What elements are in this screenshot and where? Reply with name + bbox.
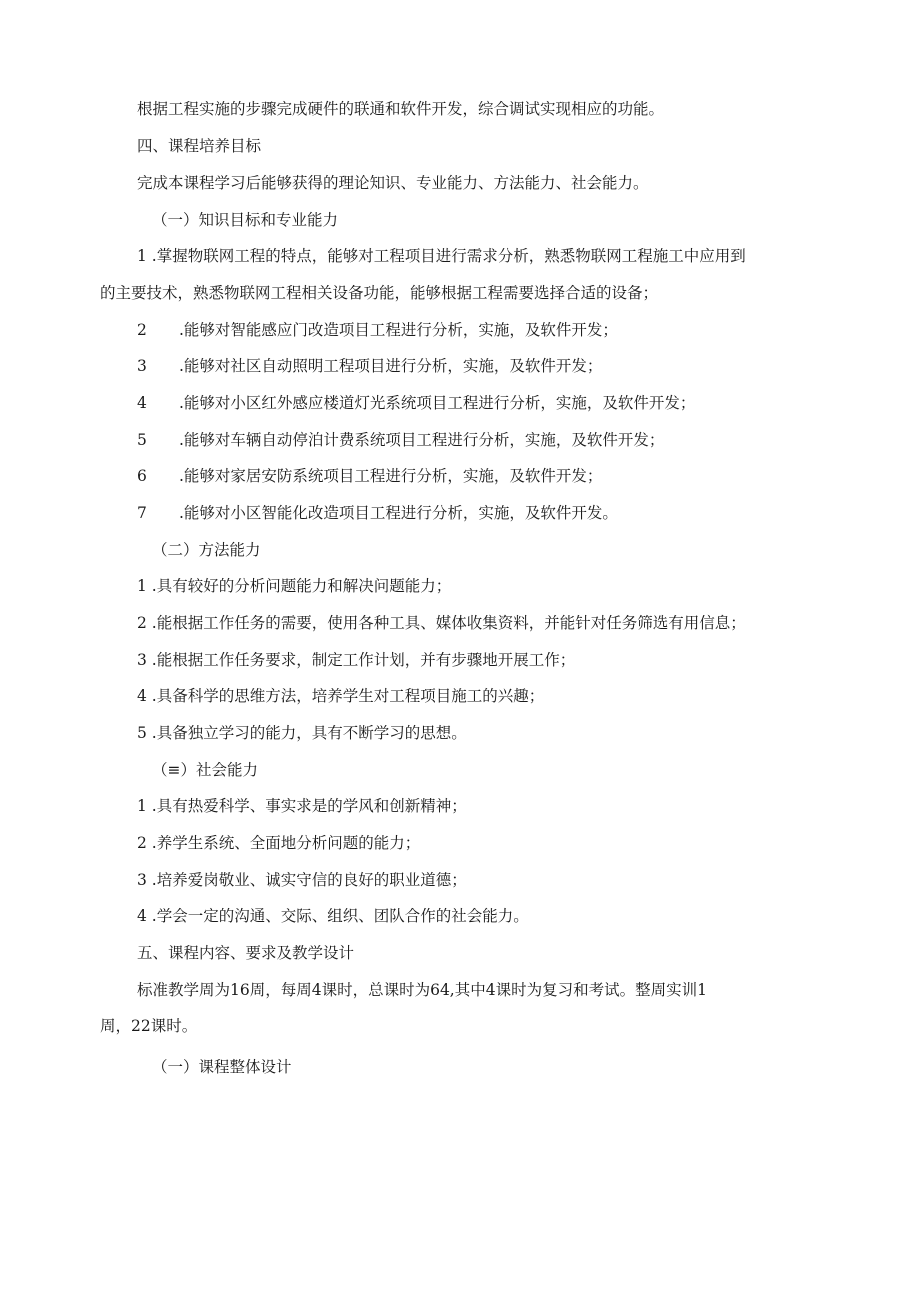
list-item: 1 .掌握物联网工程的特点，能够对工程项目进行需求分析，熟悉物联网工程施工中应用到 (137, 247, 746, 265)
list-item: 2 .能根据工作任务的需要，使用各种工具、媒体收集资料，并能针对任务筛选有用信息； (137, 614, 746, 632)
list-text: .能够对社区自动照明工程项目进行分析，实施，及软件开发； (179, 357, 603, 375)
section-heading: 四、课程培养目标 (137, 137, 262, 155)
list-item: 3 .能根据工作任务要求，制定工作计划，并有步骤地开展工作； (137, 651, 576, 669)
subsection-heading: （二）方法能力 (152, 541, 261, 559)
list-item: 1 .具有较好的分析问题能力和解决问题能力； (137, 577, 452, 595)
paragraph: 标准教学周为16周，每周4课时，总课时为64,其中4课时为复习和考试。整周实训1 (137, 981, 707, 999)
list-number: 3 (137, 357, 147, 375)
list-text: .能够对小区智能化改造项目工程进行分析，实施，及软件开发。 (179, 504, 618, 522)
list-item: 5 .具备独立学习的能力，具有不断学习的思想。 (137, 724, 467, 742)
list-item: 1 .具有热爱科学、事实求是的学风和创新精神； (137, 797, 467, 815)
subsection-heading: （一）课程整体设计 (152, 1058, 292, 1076)
list-text: .能够对车辆自动停泊计费系统项目工程进行分析，实施，及软件开发； (179, 431, 665, 449)
list-number: 2 (137, 321, 147, 339)
paragraph-continuation: 周，22课时。 (100, 1017, 198, 1035)
subsection-heading: （一）知识目标和专业能力 (152, 211, 339, 229)
list-text: .能够对智能感应门改造项目工程进行分析，实施，及软件开发； (179, 321, 618, 339)
paragraph: 完成本课程学习后能够获得的理论知识、专业能力、方法能力、社会能力。 (137, 174, 649, 192)
list-item: 4 .学会一定的沟通、交际、组织、团队合作的社会能力。 (137, 907, 529, 925)
list-item: 3 .培养爱岗敬业、诚实守信的良好的职业道德； (137, 871, 467, 889)
list-text: .能够对家居安防系统项目工程进行分析，实施，及软件开发； (179, 467, 603, 485)
list-number: 4 (137, 394, 147, 412)
section-heading: 五、课程内容、要求及教学设计 (137, 944, 355, 962)
list-number: 7 (137, 504, 147, 522)
list-item: 2 .养学生系统、全面地分析问题的能力； (137, 834, 421, 852)
list-number: 6 (137, 467, 147, 485)
subsection-heading: （≡）社会能力 (152, 761, 258, 779)
list-text: .能够对小区红外感应楼道灯光系统项目工程进行分析，实施，及软件开发； (179, 394, 696, 412)
list-item: 4 .具备科学的思维方法，培养学生对工程项目施工的兴趣； (137, 687, 545, 705)
paragraph: 根据工程实施的步骤完成硬件的联通和软件开发，综合调试实现相应的功能。 (137, 100, 665, 118)
list-item-continuation: 的主要技术，熟悉物联网工程相关设备功能，能够根据工程需要选择合适的设备； (100, 284, 659, 302)
list-number: 5 (137, 431, 147, 449)
